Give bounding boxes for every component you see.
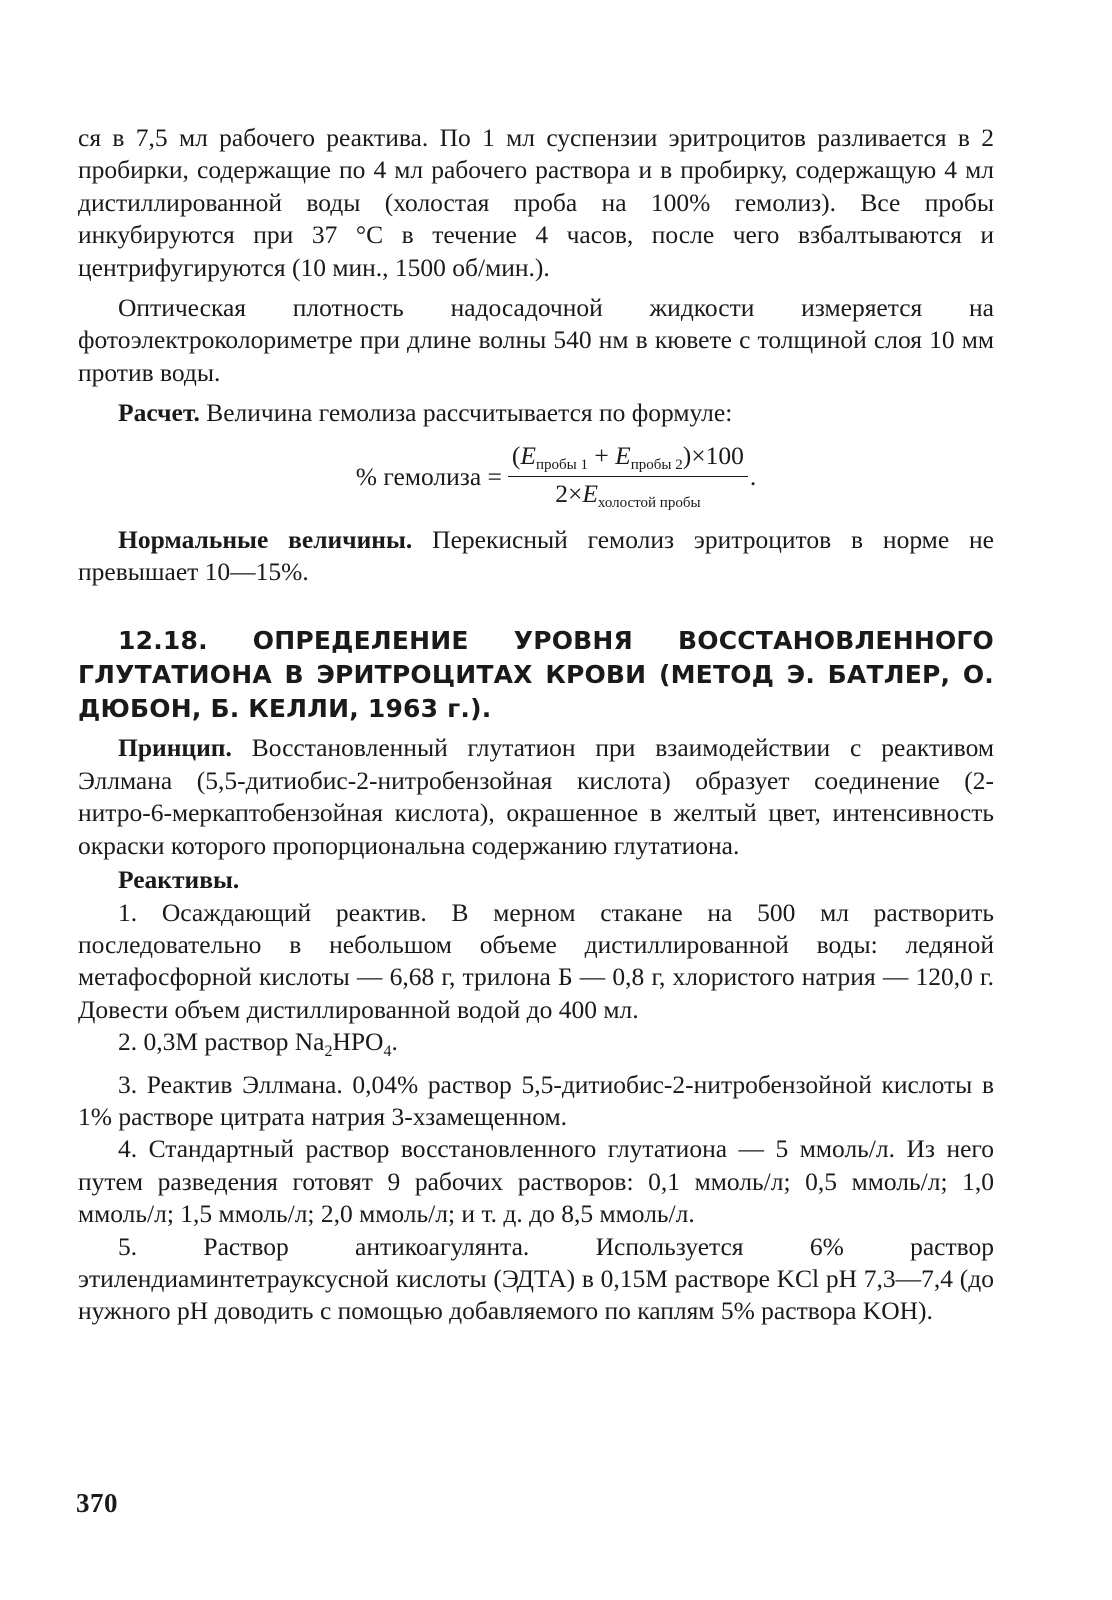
calculation-label: Расчет. <box>118 398 200 428</box>
reagents-title: Реактивы. <box>118 865 240 895</box>
page-number: 370 <box>76 1488 118 1518</box>
paragraph-calculation <box>78 397 994 429</box>
paragraph-optical-density: Оптическая плотность надосадочной жидкости измеряется на фотоэлектроколориметре при длине волны 540 нм в кювете с толщиной слоя 10 мм против воды. <box>78 293 994 387</box>
formula-numerator: $(E_{пробы 1} + E_{пробы 2})\times 100$ <box>508 441 748 477</box>
reagent-item-5: 5. Раствор антикоагулянта. Используется 6% раствор этилендиаминтетрауксусной кислоты (ЭДТА) в 0,15М растворе KCl pH 7,3—7,4 (до нужного pH доводить с помощью добавляемого по каплям 5% раствора KOH). <box>78 1231 994 1326</box>
paragraph-incubation: ся в 7,5 мл рабочего реактива. По 1 мл суспензии эритроцитов разливается в 2 пробирки, содержащие по 4 мл рабочего раствора и в пробирку, содержащую 4 мл дистиллированной воды (холостая проба на 100% гемолиз). Все пробы инкубируются при 37 °С в течение 4 часов, после чего взбалтываются и центрифугируются (10 мин., 1500 об/мин.). <box>78 123 994 282</box>
formula-denominator: $2\times E_{холостой пробы}$ <box>555 479 701 512</box>
reagent-item-4: 4. Стандартный раствор восстановленного глутатиона — 5 ммоль/л. Из него путем разведения готовят 9 рабочих растворов: 0,1 ммоль/л; 0,5 ммоль/л; 1,0 ммоль/л; 1,5 ммоль/л; 2,0 ммоль/л; и т. д. до 8,5 ммоль/л. <box>78 1134 994 1229</box>
formula-lhs: % гемолиза = <box>355 461 502 491</box>
principle-text: Восстановленный глутатион при взаимодействии с реактивом Эллмана (5,5-дитиобис-2-нитробензойная кислота) образует соединение (2-нитро-6-меркаптобензойная кислота), окрашенное в желтый цвет, интенсивность окраски которого пропорциональна содержанию глутатиона. <box>78 733 994 860</box>
normal-label: Нормальные величины. <box>118 524 413 554</box>
hemolysis-formula <box>118 438 994 516</box>
paragraph-principle <box>78 732 994 862</box>
reagent-item-2: 2. 0,3М раствор $Na_2HPO_4$. <box>118 1027 398 1061</box>
formula-period: . <box>749 461 757 491</box>
section-heading: 12.18. ОПРЕДЕЛЕНИЕ УРОВНЯ ВОССТАНОВЛЕННОГО ГЛУТАТИОНА В ЭРИТРОЦИТАХ КРОВИ (МЕТОД Э. БАТЛЕР, О. ДЮБОН, Б. КЕЛЛИ, 1963 г.). <box>78 626 994 724</box>
paragraph-normal-values <box>78 524 994 589</box>
formula-fraction <box>508 441 748 512</box>
normal-text: Перекисный гемолиз эритроцитов в норме не превышает 10—15%. <box>78 524 994 587</box>
principle-label: Принцип. <box>118 733 232 763</box>
reagent-item-1: 1. Осаждающий реактив. В мерном стакане на 500 мл растворить последовательно в небольшом объеме дистиллированной воды: ледяной метафосфорной кислоты — 6,68 г, трилона Б — 0,8 г, хлористого натрия — 120,0 г. Довести объем дистиллированной водой до 400 мл. <box>78 897 994 1024</box>
calculation-text: Величина гемолиза рассчитывается по формуле: <box>199 398 733 428</box>
reagent-item-3: 3. Реактив Эллмана. 0,04% раствор 5,5-дитиобис-2-нитробензойной кислоты в 1% растворе цитрата натрия 3-хзамещенном. <box>78 1069 994 1132</box>
